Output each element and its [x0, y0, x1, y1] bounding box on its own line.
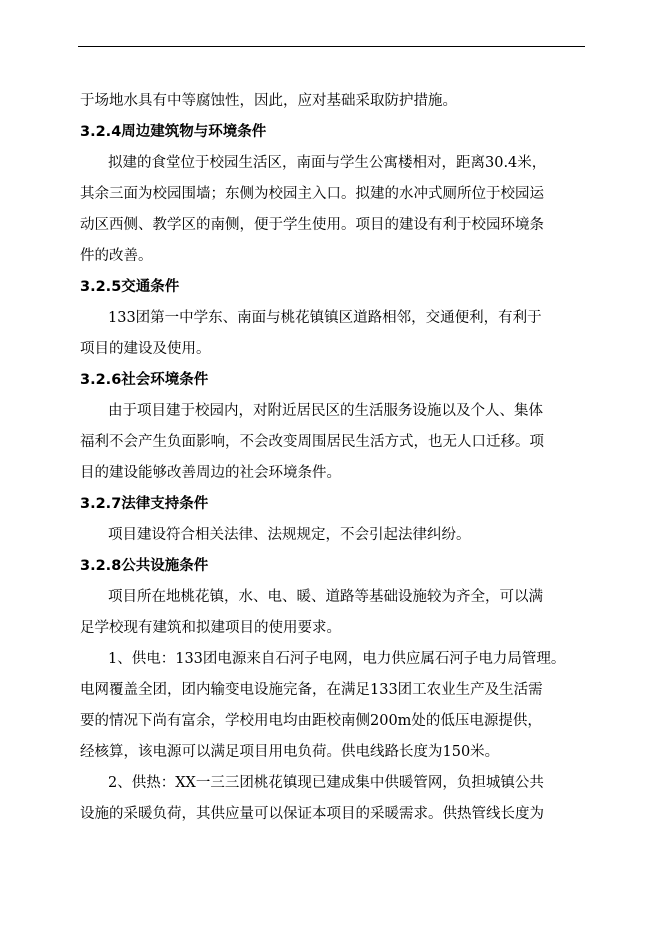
body-line: 动区西侧、教学区的南侧，便于学生使用。项目的建设有利于校园环境条	[80, 217, 544, 233]
body-line: 于场地水具有中等腐蚀性，因此，应对基础采取防护措施。	[80, 93, 457, 109]
body-line: 项目的建设及使用。	[80, 341, 211, 357]
body-line: 要的情况下尚有富余，学校用电均由距校南侧200m处的低压电源提供，	[80, 713, 542, 729]
body-line: 目的建设能够改善周边的社会环境条件。	[80, 465, 341, 481]
body-line: 133团第一中学东、南面与桃花镇镇区道路相邻，交通便利，有利于	[108, 310, 542, 326]
body-line: 由于项目建于校园内，对附近居民区的生活服务设施以及个人、集体	[108, 403, 543, 419]
body-line: 经核算，该电源可以满足项目用电负荷。供电线路长度为150米。	[80, 744, 500, 760]
body-line: 项目所在地桃花镇，水、电、暖、道路等基础设施较为齐全，可以满	[108, 589, 543, 605]
section-heading-3-2-7: 3.2.7法律支持条件	[80, 496, 209, 512]
body-line: 设施的采暖负荷，其供应量可以保证本项目的采暖需求。供热管线长度为	[80, 806, 544, 822]
body-line: 2、供热：XX一三三团桃花镇现已建成集中供暖管网，负担城镇公共	[108, 775, 544, 791]
body-line: 件的改善。	[80, 248, 153, 264]
header-rule	[78, 46, 585, 47]
body-line: 1、供电：133团电源来自石河子电网，电力供应属石河子电力局管理。	[108, 651, 566, 667]
document-body	[80, 86, 585, 830]
body-line: 足学校现有建筑和拟建项目的使用要求。	[80, 620, 341, 636]
body-line: 电网覆盖全团，团内输变电设施完备，在满足133团工农业生产及生活需	[80, 682, 543, 698]
body-line: 拟建的食堂位于校园生活区，南面与学生公寓楼相对，距离30.4米，	[108, 155, 547, 171]
section-heading-3-2-8: 3.2.8公共设施条件	[80, 558, 209, 574]
body-line: 其余三面为校园围墙；东侧为校园主入口。拟建的水冲式厕所位于校园运	[80, 186, 544, 202]
body-line: 项目建设符合相关法律、法规规定，不会引起法律纠纷。	[108, 527, 471, 543]
section-heading-3-2-5: 3.2.5交通条件	[80, 279, 180, 295]
section-heading-3-2-6: 3.2.6社会环境条件	[80, 372, 209, 388]
body-line: 福利不会产生负面影响，不会改变周围居民生活方式，也无人口迁移。项	[80, 434, 544, 450]
section-heading-3-2-4: 3.2.4周边建筑物与环境条件	[80, 124, 267, 140]
